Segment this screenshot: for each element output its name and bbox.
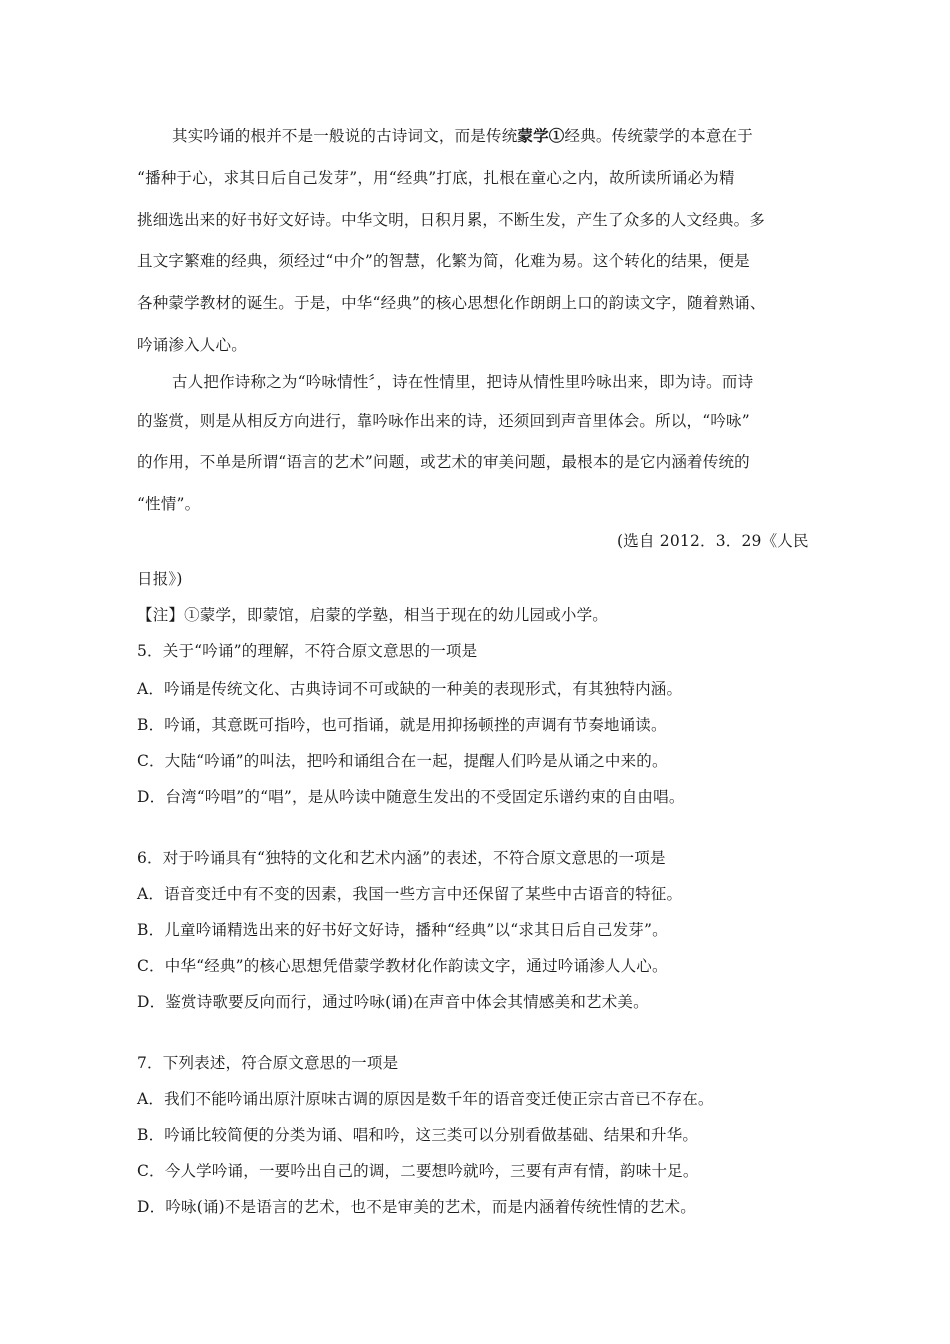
question-6-option-a: A．语音变迁中有不变的因素，我国一些方言中还保留了某些中古语音的特征。 [137,885,683,903]
passage-p1-line2: “播种于心，求其日后自己发芽”，用“经典”打底，扎根在童心之内，故所读所诵必为精 [137,169,735,187]
text-span: 经典。传统蒙学的本意在于 [564,127,753,145]
question-7-option-a: A．我们不能吟诵出原汁原味古调的原因是数千年的语音变迁使正宗古音已不存在。 [137,1090,714,1108]
source-citation: (选自 2012．3．29《人民 [617,532,809,550]
bold-term: 蒙学① [517,126,565,145]
text-span: 其实吟诵的根并不是一般说的古诗词文，而是传统 [172,127,518,145]
footnote: 【注】①蒙学，即蒙馆，启蒙的学塾，相当于现在的幼儿园或小学。 [137,606,609,624]
question-7-option-b: B．吟诵比较简便的分类为诵、唱和吟，这三类可以分别看做基础、结果和升华。 [137,1126,699,1144]
question-6-stem: 6．对于吟诵具有“独特的文化和艺术内涵”的表述，不符合原文意思的一项是 [137,849,666,867]
passage-p2-line2: 的鉴赏，则是从相反方向进行，靠吟咏作出来的诗，还须回到声音里体会。所以，“吟咏” [137,412,750,430]
question-5-option-d: D．台湾“吟唱”的“唱”，是从吟读中随意生发出的不受固定乐谱约束的自由唱。 [137,788,685,806]
passage-p1-line5: 各种蒙学教材的诞生。于是，中华“经典”的核心思想化作朗朗上口的韵读文字，随着熟诵、 [137,294,766,312]
question-7-option-d: D．吟咏(诵)不是语言的艺术，也不是审美的艺术，而是内涵着传统性情的艺术。 [137,1198,696,1216]
passage-p1-line3: 挑细选出来的好书好文好诗。中华文明，日积月累，不断生发，产生了众多的人文经典。多 [137,211,766,229]
passage-p2-line4: “性情”。 [137,495,201,513]
passage-p1-line4: 且文字繁难的经典，须经过“中介”的智慧，化繁为简，化难为易。这个转化的结果，便是 [137,252,750,270]
passage-p1-line1 [172,124,862,148]
question-7-stem: 7．下列表述，符合原文意思的一项是 [137,1054,399,1072]
question-7-option-c: C．今人学吟诵，一要吟出自己的调，二要想吟就吟，三要有声有情，韵味十足。 [137,1162,699,1180]
question-6-option-b: B．儿童吟诵精选出来的好书好文好诗，播种“经典”以“求其日后自己发芽”。 [137,921,668,939]
question-5-option-b: B．吟诵，其意既可指吟，也可指诵，就是用抑扬顿挫的声调有节奏地诵读。 [137,716,667,734]
question-5-option-a: A．吟诵是传统文化、古典诗词不可或缺的一种美的表现形式，有其独特内涵。 [137,680,683,698]
passage-p2-line3: 的作用，不单是所谓“语言的艺术”问题，或艺术的审美问题，最根本的是它内涵着传统的 [137,453,750,471]
passage-p2-line1: 古人把作诗称之为“吟咏情性〞，诗在性情里，把诗从情性里吟咏出来，即为诗。而诗 [172,373,754,391]
question-6-option-d: D．鉴赏诗歌要反向而行，通过吟咏(诵)在声音中体会其情感美和艺术美。 [137,993,649,1011]
passage-p1-line6: 吟诵渗入人心。 [137,336,247,354]
question-6-option-c: C．中华“经典”的核心思想凭借蒙学教材化作韵读文字，通过吟诵渗人人心。 [137,957,668,975]
question-5-stem: 5．关于“吟诵”的理解，不符合原文意思的一项是 [137,642,478,660]
question-5-option-c: C．大陆“吟诵”的叫法，把吟和诵组合在一起，提醒人们吟是从诵之中来的。 [137,752,668,770]
source-citation-cont: 日报》) [137,570,183,588]
